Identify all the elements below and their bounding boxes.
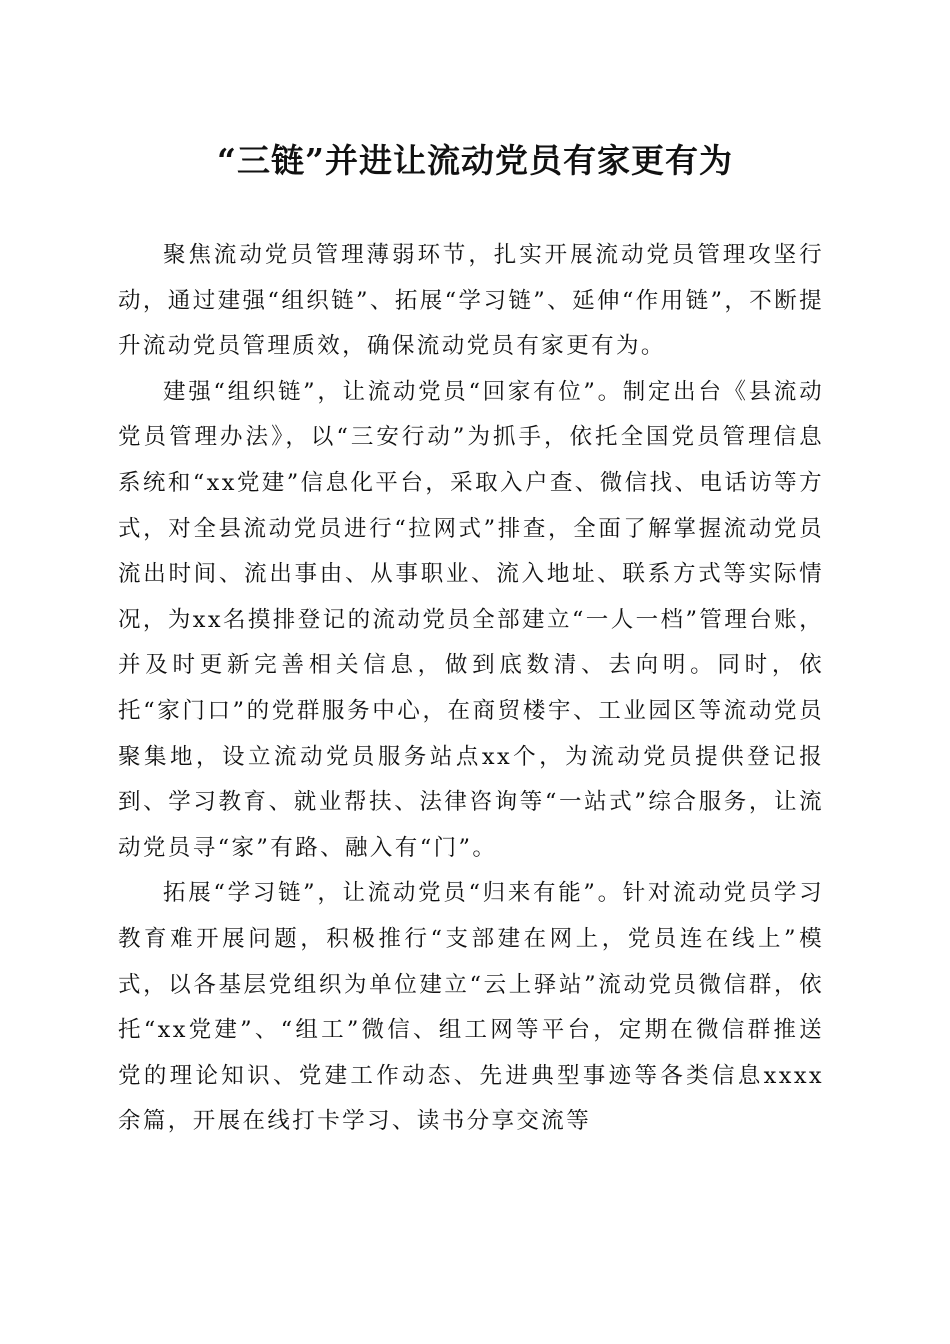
document-title: “三链”并进让流动党员有家更有为 (217, 141, 733, 180)
paragraph-learning-chain: 拓展“学习链”，让流动党员“归来有能”。针对流动党员学习教育难开展问题，积极推行“支部建在网上，党员连在线上”模式，以各基层党组织为单位建立“云上驿站”流动党员微信群，依托“xx党建”、“组工”微信、组工网等平台，定期在微信群推送党的理论知识、党建工作动态、先进典型事迹等各类信息xxxx余篇，开展在线打卡学习、读书分享交流等 (118, 880, 824, 1135)
document-body (118, 233, 824, 1145)
paragraph-intro: 聚焦流动党员管理薄弱环节，扎实开展流动党员管理攻坚行动，通过建强“组织链”、拓展“学习链”、延伸“作用链”，不断提升流动党员管理质效，确保流动党员有家更有为。 (118, 242, 824, 360)
paragraph-organization-chain: 建强“组织链”，让流动党员“回家有位”。制定出台《县流动党员管理办法》，以“三安行动”为抓手，依托全国党员管理信息系统和“xx党建”信息化平台，采取入户查、微信找、电话访等方式，对全县流动党员进行“拉网式”排查，全面了解掌握流动党员流出时间、流出事由、从事职业、流入地址、联系方式等实际情况，为xx名摸排登记的流动党员全部建立“一人一档”管理台账，并及时更新完善相关信息，做到底数清、去向明。同时，依托“家门口”的党群服务中心，在商贸楼宇、工业园区等流动党员聚集地，设立流动党员服务站点xx个，为流动党员提供登记报到、学习教育、就业帮扶、法律咨询等“一站式”综合服务，让流动党员寻“家”有路、融入有“门”。 (118, 378, 824, 861)
